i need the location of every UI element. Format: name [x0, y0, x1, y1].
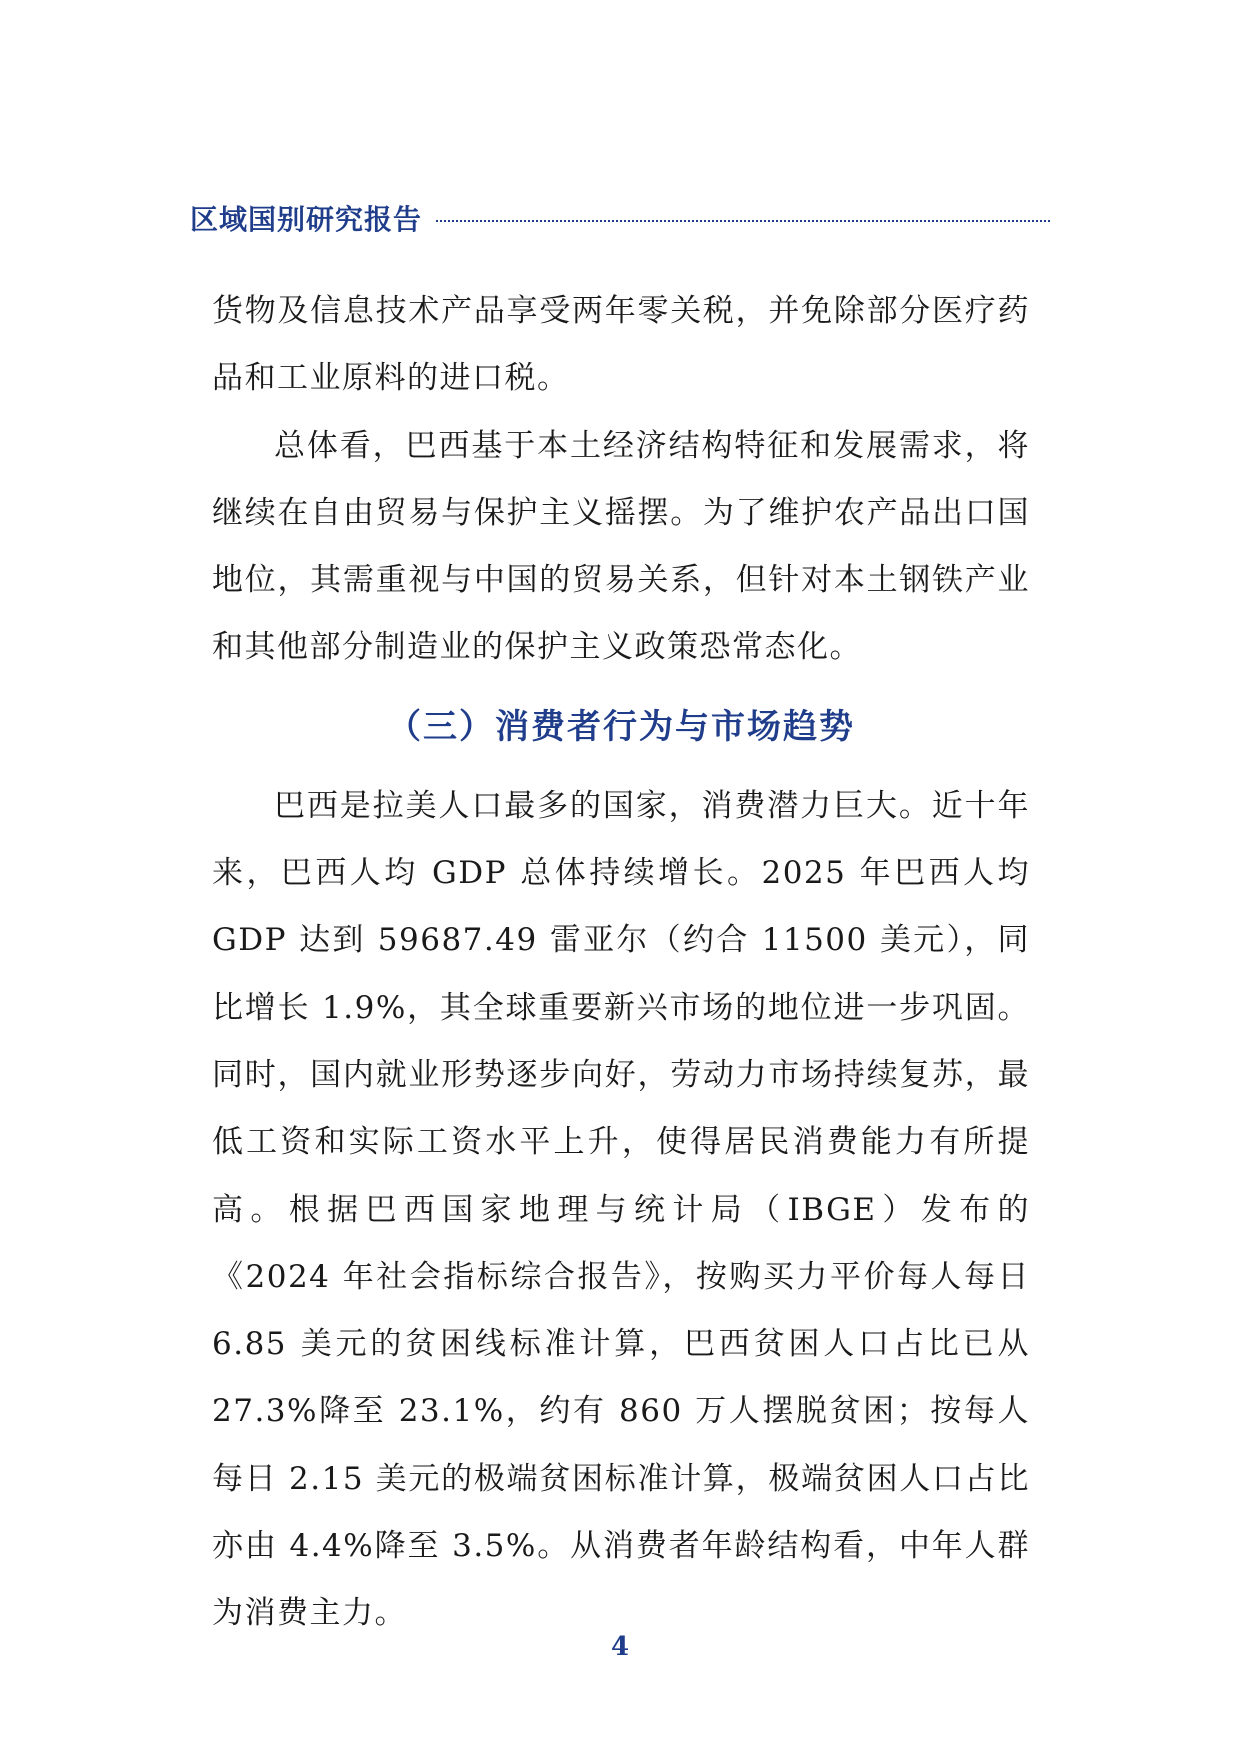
paragraph-continuation: 货物及信息技术产品享受两年零关税，并免除部分医疗药品和工业原料的进口税。 — [212, 293, 1030, 397]
running-header — [190, 198, 1050, 238]
report-series-title: 区域国别研究报告 — [190, 203, 423, 236]
page-number: 4 — [610, 1632, 630, 1662]
header-dotted-rule — [436, 220, 1050, 222]
page-body — [212, 278, 1030, 1648]
section-heading: （三）消费者行为与市场趋势 — [387, 706, 855, 747]
paragraph-consumer: 巴西是拉美人口最多的国家，消费潜力巨大。近十年来，巴西人均 GDP 总体持续增长。2025 年巴西人均 GDP 达到 59687.49 雷亚尔（约合 11500 美元），同比增长 1.9%，其全球重要新兴市场的地位进一步巩固。同时，国内就业形势逐步向好，劳动力市场持续复苏，最低工资和实际工资水平上升，使得居民消费能力有所提高。根据巴西国家地理与统计局（IBGE）发布的《2024 年社会指标综合报告》，按购买力平价每人每日 6.85 美元的贫困线标准计算，巴西贫困人口占比已从 27.3%降至 23.1%，约有 860 万人摆脱贫困；按每人每日 2.15 美元的极端贫困标准计算，极端贫困人口占比亦由 4.4%降至 3.5%。从消费者年龄结构看，中年人群为消费主力。 — [212, 787, 1030, 1632]
paragraph-summary: 总体看，巴西基于本土经济结构特征和发展需求，将继续在自由贸易与保护主义摇摆。为了维护农产品出口国地位，其需重视与中国的贸易关系，但针对本土钢铁产业和其他部分制造业的保护主义政策恐常态化。 — [212, 427, 1030, 666]
